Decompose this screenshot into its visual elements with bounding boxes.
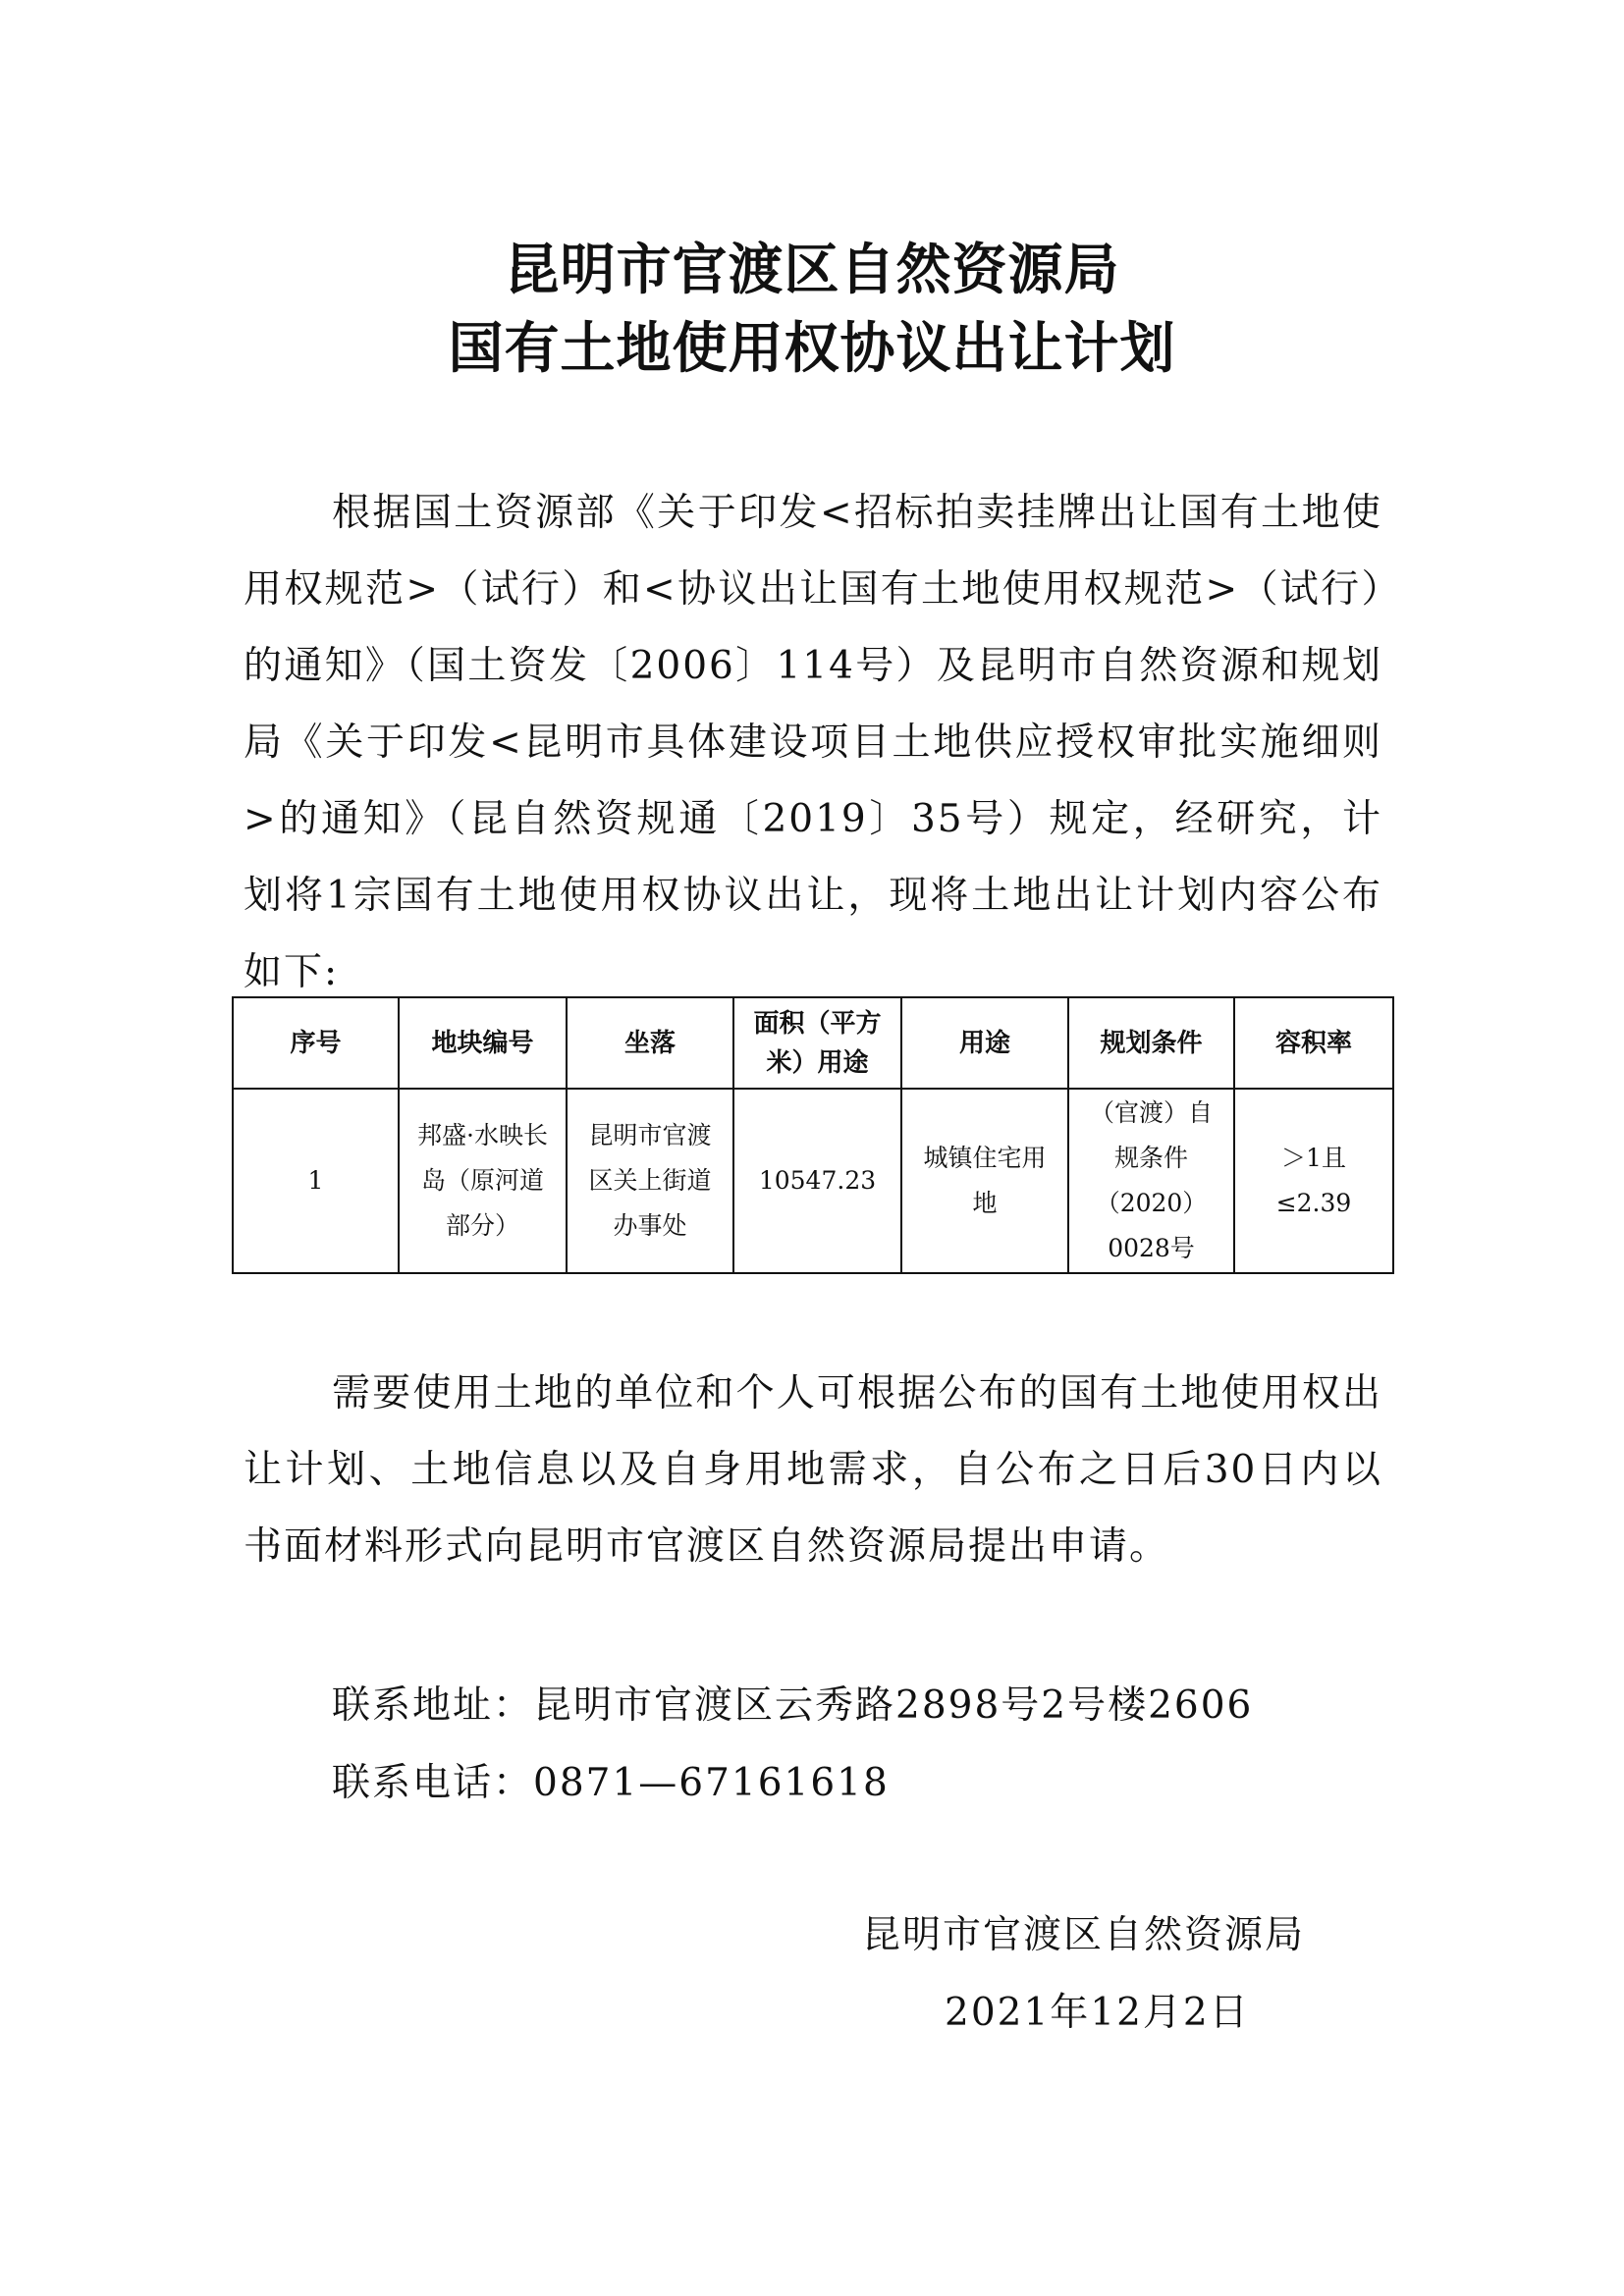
cell-far: ＞1且≤2.39	[1234, 1089, 1393, 1273]
signature-date: 2021年12月2日	[945, 1991, 1250, 2035]
land-plan-table	[232, 996, 1394, 1274]
document-title-line2: 国有土地使用权协议出让计划	[448, 317, 1176, 381]
cell-parcel: 邦盛·水映长岛（原河道部分）	[399, 1089, 567, 1273]
cell-location: 昆明市官渡区关上街道办事处	[567, 1089, 733, 1273]
header-parcel: 地块编号	[399, 997, 567, 1089]
signature-org: 昆明市官渡区自然资源局	[862, 1913, 1306, 1957]
document-title-line1: 昆明市官渡区自然资源局	[504, 239, 1120, 302]
table-header-row	[233, 997, 1393, 1089]
notice-paragraph: 需要使用土地的单位和个人可根据公布的国有土地使用权出让计划、土地信息以及自身用地需求，自公布之日后30日内以书面材料形式向昆明市官渡区自然资源局提出申请。	[244, 1371, 1382, 1569]
header-location: 坐落	[567, 997, 733, 1089]
header-area: 面积（平方米）用途	[733, 997, 901, 1089]
header-no: 序号	[233, 997, 399, 1089]
cell-use: 城镇住宅用地	[901, 1089, 1068, 1273]
header-far: 容积率	[1234, 997, 1393, 1089]
cell-no: 1	[233, 1089, 399, 1273]
contact-address: 联系地址：昆明市官渡区云秀路2898号2号楼2606	[332, 1683, 1254, 1728]
cell-area: 10547.23	[733, 1089, 901, 1273]
contact-phone: 联系电话：0871—67161618	[332, 1761, 890, 1805]
header-use: 用途	[901, 997, 1068, 1089]
table-row	[233, 1089, 1393, 1273]
header-planning: 规划条件	[1068, 997, 1234, 1089]
intro-paragraph: 根据国土资源部《关于印发<招标拍卖挂牌出让国有土地使用权规范>（试行）和<协议出让国有土地使用权规范>（试行）的通知》（国土资发〔2006〕114号）及昆明市自然资源和规划局《关于印发<昆明市具体建设项目土地供应授权审批实施细则>的通知》（昆自然资规通〔2019〕35号）规定，经研究，计划将1宗国有土地使用权协议出让，现将土地出让计划内容公布如下:	[244, 491, 1382, 994]
cell-planning: （官渡）自规条件（2020）0028号	[1068, 1089, 1234, 1273]
